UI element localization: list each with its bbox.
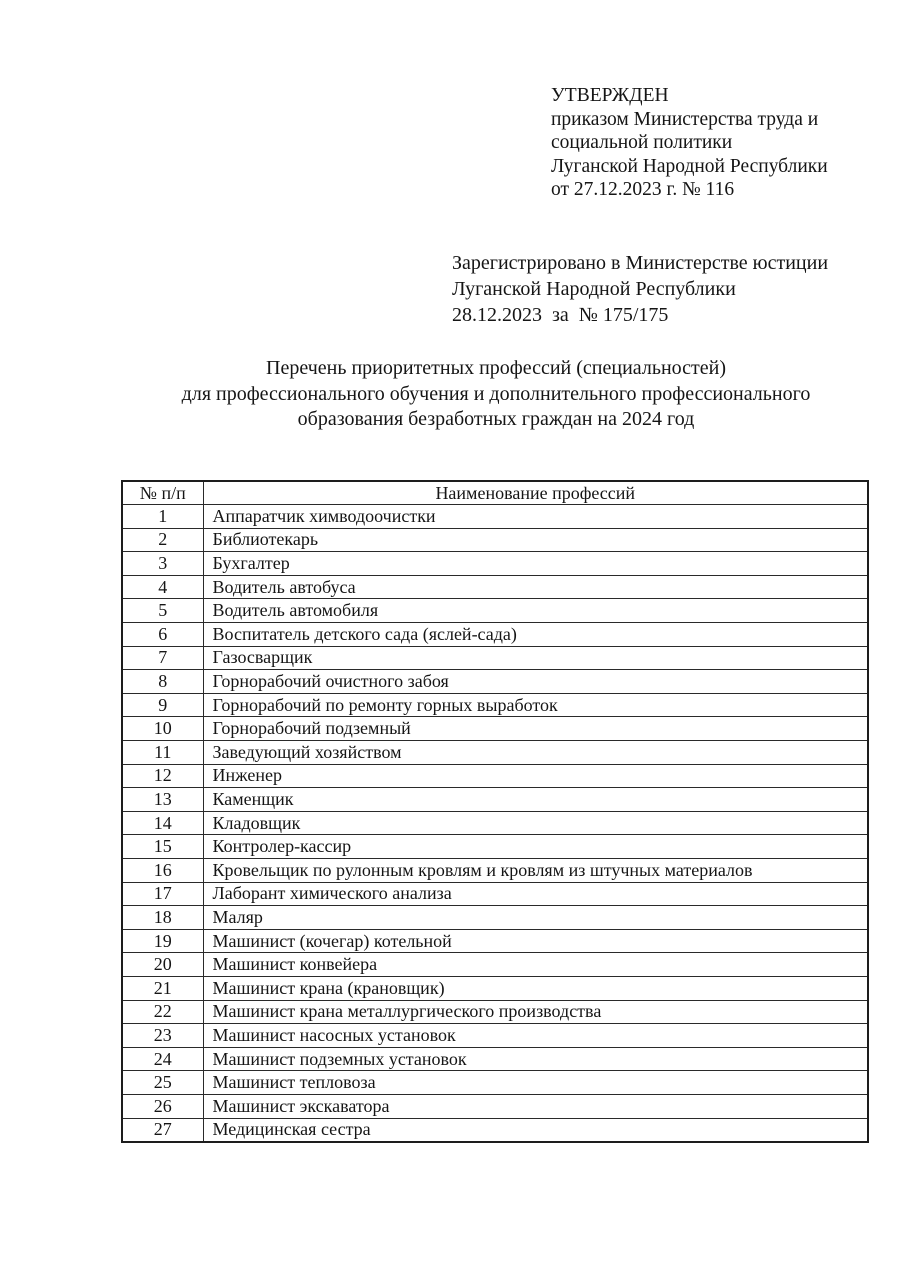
table-row [122,741,868,765]
row-number-cell: 20 [122,953,203,977]
profession-name-cell: Библиотекарь [203,528,868,552]
row-number-cell: 24 [122,1047,203,1071]
row-number-cell: 26 [122,1094,203,1118]
row-number-cell: 17 [122,882,203,906]
row-number-cell: 23 [122,1024,203,1048]
profession-name-cell: Машинист (кочегар) котельной [203,929,868,953]
profession-name-cell: Водитель автобуса [203,575,868,599]
row-number-cell: 13 [122,788,203,812]
profession-name-cell: Маляр [203,906,868,930]
table-row [122,1000,868,1024]
row-number-cell: 11 [122,741,203,765]
row-number-cell: 3 [122,552,203,576]
table-row [122,575,868,599]
header-cell-profession: Наименование профессий [203,481,868,505]
row-number-cell: 5 [122,599,203,623]
table-row [122,929,868,953]
table-row [122,693,868,717]
approval-block [551,84,828,202]
header-cell-number: № п/п [122,481,203,505]
profession-name-cell: Газосварщик [203,646,868,670]
profession-name-cell: Машинист конвейера [203,953,868,977]
table-row [122,717,868,741]
approval-line: приказом Министерства труда и [551,108,819,130]
profession-name-cell: Воспитатель детского сада (яслей-сада) [203,623,868,647]
row-number-cell: 18 [122,906,203,930]
profession-name-cell: Машинист тепловоза [203,1071,868,1095]
registration-block [452,250,828,328]
profession-name-cell: Машинист экскаватора [203,1094,868,1118]
profession-name-cell: Инженер [203,764,868,788]
row-number-cell: 7 [122,646,203,670]
table-row [122,882,868,906]
table-row [122,859,868,883]
table-row [122,646,868,670]
profession-name-cell: Машинист насосных установок [203,1024,868,1048]
row-number-cell: 9 [122,693,203,717]
table-row [122,599,868,623]
table-row [122,811,868,835]
table-row [122,1071,868,1095]
row-number-cell: 6 [122,623,203,647]
table-row [122,906,868,930]
table-row [122,623,868,647]
row-number-cell: 25 [122,1071,203,1095]
approval-line: Луганской Народной Республики [551,155,828,177]
row-number-cell: 21 [122,976,203,1000]
table-row [122,788,868,812]
profession-name-cell: Кровельщик по рулонным кровлям и кровлям из штучных материалов [203,859,868,883]
profession-name-cell: Медицинская сестра [203,1118,868,1142]
profession-name-cell: Лаборант химического анализа [203,882,868,906]
table-row [122,552,868,576]
profession-name-cell: Горнорабочий очистного забоя [203,670,868,694]
professions-table [121,480,869,1143]
row-number-cell: 16 [122,859,203,883]
document-title [86,356,906,433]
row-number-cell: 10 [122,717,203,741]
profession-name-cell: Каменщик [203,788,868,812]
profession-name-cell: Водитель автомобиля [203,599,868,623]
row-number-cell: 1 [122,505,203,529]
profession-name-cell: Контролер-кассир [203,835,868,859]
registration-line: Зарегистрировано в Министерстве юстиции [452,252,829,274]
document-title-line: Перечень приоритетных профессий (специальностей) [266,357,726,379]
table-row [122,1047,868,1071]
row-number-cell: 19 [122,929,203,953]
row-number-cell: 15 [122,835,203,859]
profession-name-cell: Машинист крана металлургического производства [203,1000,868,1024]
professions-table-header [122,481,868,505]
professions-table-body [122,505,868,1142]
table-row [122,670,868,694]
profession-name-cell: Машинист крана (крановщик) [203,976,868,1000]
approval-line: УТВЕРЖДЕН [551,85,669,106]
document-title-line: для профессионального обучения и дополнительного профессионального [181,382,811,405]
document-title-line: образования безработных граждан на 2024 год [297,408,695,430]
row-number-cell: 22 [122,1000,203,1024]
table-row [122,1024,868,1048]
table-row [122,1094,868,1118]
row-number-cell: 8 [122,670,203,694]
table-row [122,953,868,977]
row-number-cell: 12 [122,764,203,788]
table-row [122,764,868,788]
table-row [122,528,868,552]
profession-name-cell: Заведующий хозяйством [203,741,868,765]
profession-name-cell: Горнорабочий подземный [203,717,868,741]
row-number-cell: 27 [122,1118,203,1142]
profession-name-cell: Горнорабочий по ремонту горных выработок [203,693,868,717]
approval-line: социальной политики [551,132,733,153]
profession-name-cell: Аппаратчик химводоочистки [203,505,868,529]
profession-name-cell: Кладовщик [203,811,868,835]
table-row [122,835,868,859]
row-number-cell: 2 [122,528,203,552]
registration-line: Луганской Народной Республики [452,278,736,300]
table-row [122,976,868,1000]
header-row [122,481,868,505]
registration-line: 28.12.2023 за № 175/175 [452,304,669,326]
row-number-cell: 4 [122,575,203,599]
table-row [122,1118,868,1142]
table-row [122,505,868,529]
profession-name-cell: Машинист подземных установок [203,1047,868,1071]
approval-line: от 27.12.2023 г. № 116 [551,179,735,200]
profession-name-cell: Бухгалтер [203,552,868,576]
row-number-cell: 14 [122,811,203,835]
